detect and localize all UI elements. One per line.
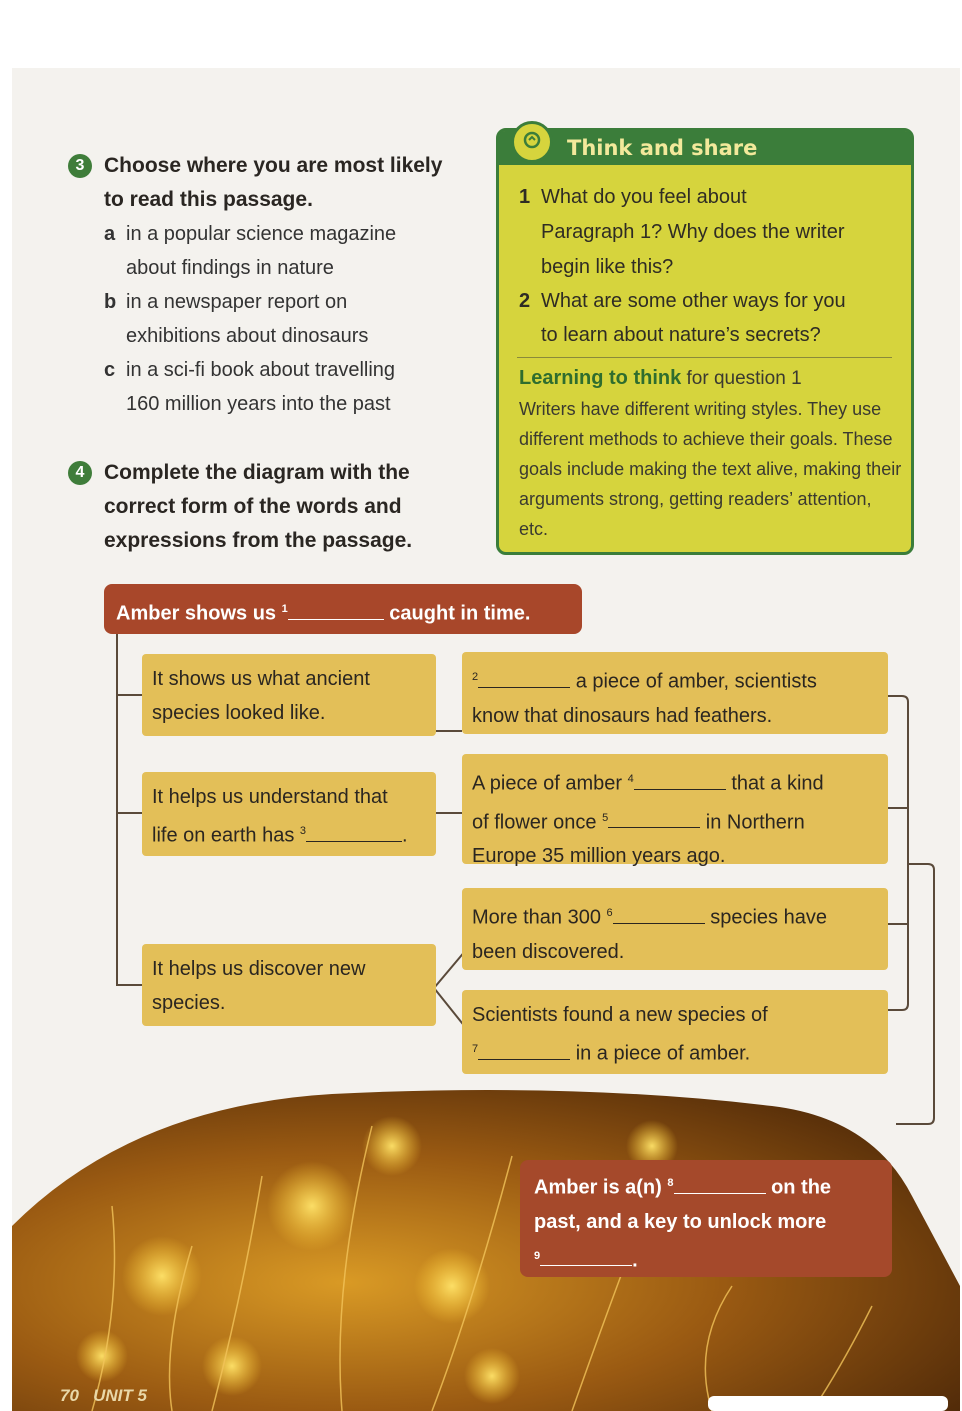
left-box-2 bbox=[142, 772, 436, 856]
question-4-prompt-line1: Complete the diagram with the bbox=[104, 461, 410, 484]
blank-number: 5 bbox=[602, 811, 609, 824]
box-text: . bbox=[402, 824, 408, 847]
learning-to-think-text: Writers have different writing styles. They use different methods to achieve their goals. These goals include making the text alive, making their arguments strong, getting readers’ attention, etc. bbox=[519, 399, 902, 539]
box-text: More than 300 bbox=[472, 906, 601, 929]
option-letter: b bbox=[104, 291, 117, 313]
option-text: in a sci-fi book about travelling bbox=[126, 359, 396, 381]
think-question-1-cont: Paragraph 1? Why does the writer bbox=[541, 221, 845, 243]
option-b-cont: exhibitions about dinosaurs bbox=[126, 325, 369, 347]
blank-3[interactable] bbox=[306, 823, 402, 842]
question-3-prompt-line1: Choose where you are most likely bbox=[104, 154, 443, 177]
page-footer bbox=[60, 1386, 147, 1406]
box-line: It helps us discover new bbox=[152, 958, 366, 980]
option-letter: a bbox=[104, 223, 116, 245]
question-text: What are some other ways for you bbox=[541, 290, 846, 312]
connector-line bbox=[436, 812, 462, 814]
blank-number: 2 bbox=[472, 671, 479, 683]
option-a-cont: about findings in nature bbox=[126, 257, 334, 279]
box-text: A piece of amber bbox=[472, 772, 623, 795]
question-3-number: 3 bbox=[68, 154, 92, 178]
blank-5[interactable] bbox=[608, 809, 700, 828]
diagram-heading bbox=[104, 584, 582, 634]
question-num: 2 bbox=[519, 290, 531, 312]
option-c-cont: 160 million years into the past bbox=[126, 393, 391, 415]
connector-line bbox=[116, 634, 118, 986]
question-text: What do you feel about bbox=[541, 186, 747, 208]
right-box-2 bbox=[462, 754, 888, 868]
option-letter: c bbox=[104, 359, 116, 381]
box-line bbox=[472, 660, 878, 699]
blank-7[interactable] bbox=[478, 1041, 570, 1060]
box-line: past, and a key to unlock more bbox=[534, 1210, 827, 1233]
blank-9[interactable] bbox=[540, 1247, 632, 1266]
option-a bbox=[104, 217, 396, 251]
right-box-3 bbox=[462, 888, 888, 970]
box-line: It helps us understand that bbox=[152, 786, 388, 808]
question-4-prompt-line2: correct form of the words and bbox=[104, 495, 402, 518]
heading-text: caught in time. bbox=[389, 602, 531, 625]
box-text: that a kind bbox=[731, 772, 824, 795]
box-text: in a piece of amber. bbox=[575, 1042, 751, 1065]
box-line: species. bbox=[152, 992, 226, 1014]
box-text: . bbox=[632, 1249, 638, 1272]
blank-number: 4 bbox=[627, 773, 634, 785]
textbook-page bbox=[12, 68, 960, 1411]
box-line bbox=[472, 896, 878, 935]
think-question-2-cont: to learn about nature’s secrets? bbox=[541, 324, 821, 346]
option-text: in a popular science magazine bbox=[126, 223, 397, 245]
blank-number: 6 bbox=[606, 907, 613, 919]
blank-number: 7 bbox=[472, 1043, 479, 1055]
box-line bbox=[534, 1166, 878, 1205]
box-text: a piece of amber, scientists bbox=[575, 670, 817, 693]
option-b bbox=[104, 285, 347, 319]
connector-line bbox=[116, 984, 144, 986]
box-line: species looked like. bbox=[152, 702, 326, 724]
think-and-share-box bbox=[496, 128, 914, 555]
think-and-share-header bbox=[499, 131, 911, 165]
box-line bbox=[472, 1032, 878, 1071]
think-question-1-cont2: begin like this? bbox=[541, 256, 674, 278]
box-text: species have bbox=[710, 906, 827, 929]
connector-line bbox=[116, 694, 144, 696]
option-text: in a newspaper report on bbox=[126, 291, 348, 313]
box-text: life on earth has bbox=[152, 824, 295, 847]
blank-6[interactable] bbox=[613, 905, 705, 924]
option-c bbox=[104, 353, 395, 387]
blank-8[interactable] bbox=[674, 1175, 766, 1194]
diagram-conclusion bbox=[520, 1160, 892, 1277]
question-4-number: 4 bbox=[68, 461, 92, 485]
left-box-1 bbox=[142, 654, 436, 736]
divider bbox=[517, 357, 892, 358]
blank-1[interactable] bbox=[288, 601, 384, 620]
box-line: know that dinosaurs had feathers. bbox=[472, 704, 773, 727]
connector-line bbox=[436, 730, 462, 732]
heading-text: Amber shows us bbox=[116, 602, 277, 625]
box-line bbox=[534, 1239, 878, 1278]
box-line bbox=[152, 814, 426, 853]
page-number: 70 bbox=[60, 1386, 79, 1405]
speech-bubble-icon bbox=[511, 121, 553, 163]
box-text: of flower once bbox=[472, 811, 597, 834]
box-line: been discovered. bbox=[472, 940, 625, 963]
question-3-prompt-line2: to read this passage. bbox=[104, 188, 313, 211]
learning-to-think-label: Learning to think bbox=[519, 367, 682, 389]
unit-label: UNIT 5 bbox=[93, 1386, 147, 1405]
question-4-prompt-line3: expressions from the passage. bbox=[104, 529, 413, 552]
think-question-2 bbox=[519, 284, 846, 319]
box-text: on the bbox=[771, 1176, 832, 1199]
question-num: 1 bbox=[519, 186, 531, 208]
box-line bbox=[472, 801, 878, 840]
blank-number: 1 bbox=[281, 603, 288, 615]
box-line: Scientists found a new species of bbox=[472, 1004, 768, 1026]
blank-number: 3 bbox=[299, 825, 307, 837]
box-line bbox=[472, 762, 878, 801]
box-line: It shows us what ancient bbox=[152, 668, 370, 690]
blank-number: 8 bbox=[667, 1177, 674, 1189]
right-box-4 bbox=[462, 990, 888, 1074]
right-box-1 bbox=[462, 652, 888, 734]
think-question-1 bbox=[519, 180, 747, 215]
blank-number: 9 bbox=[534, 1249, 541, 1262]
connector-line bbox=[116, 812, 144, 814]
learning-to-think-suffix: for question 1 bbox=[681, 368, 802, 389]
learning-to-think bbox=[519, 363, 904, 544]
blank-4[interactable] bbox=[634, 771, 726, 790]
box-line: Europe 35 million years ago. bbox=[472, 845, 726, 868]
box-text: in Northern bbox=[705, 811, 805, 834]
think-and-share-title: Think and share bbox=[567, 136, 758, 160]
box-text: Amber is a(n) bbox=[534, 1176, 662, 1199]
blank-2[interactable] bbox=[478, 669, 570, 688]
left-box-3 bbox=[142, 944, 436, 1026]
